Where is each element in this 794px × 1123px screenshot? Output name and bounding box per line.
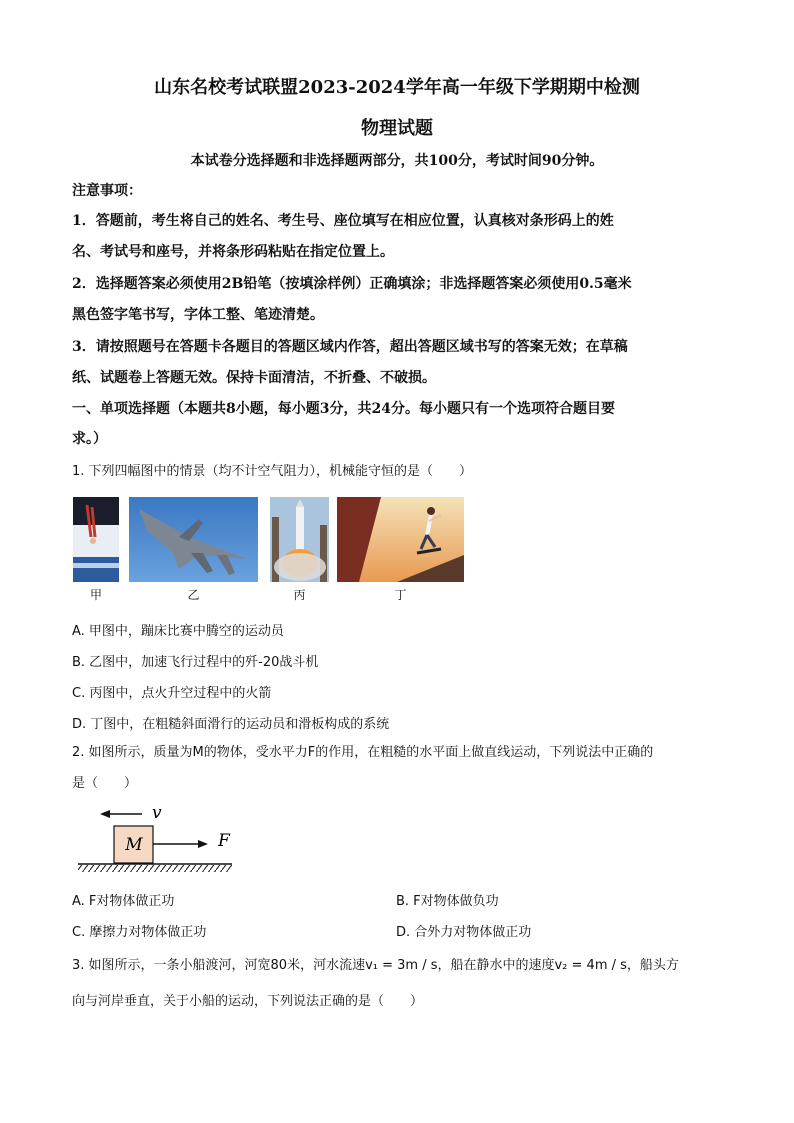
- q1-option-c: C. 丙图中，点火升空过程中的火箭: [72, 686, 272, 701]
- block-force-diagram: [72, 798, 242, 878]
- rocket-launch-image: [270, 497, 329, 582]
- section-heading-line-1: 一、单项选择题（本题共8小题，每小题3分，共24分。每小题只有一个选项符合题目要: [72, 401, 615, 417]
- velocity-label: v: [152, 803, 162, 823]
- notice-item-1-line-1: 1．答题前，考生将自己的姓名、考生号、座位填写在相应位置，认真核对条形码上的姓: [72, 213, 614, 229]
- q1-option-a: A. 甲图中，蹦床比赛中腾空的运动员: [72, 624, 284, 639]
- q1-option-d: D. 丁图中，在粗糙斜面滑行的运动员和滑板构成的系统: [72, 717, 390, 732]
- q2-option-c: C. 摩擦力对物体做正功: [72, 925, 207, 940]
- q3-stem-line-1: 3. 如图所示，一条小船渡河，河宽80米，河水流速v₁ = 3m / s，船在静水中的速度v₂ = 4m / s，船头方: [72, 958, 679, 973]
- skateboarder-image: [337, 497, 464, 582]
- force-label: F: [218, 831, 230, 851]
- q2-option-d: D. 合外力对物体做正功: [396, 925, 532, 940]
- notice-item-1-line-2: 名、考试号和座号，并将条形码粘贴在指定位置上。: [72, 244, 394, 260]
- exam-subtitle: 物理试题: [361, 118, 433, 139]
- caption-ding: 丁: [394, 588, 407, 602]
- trampoline-athlete-image: [73, 497, 119, 582]
- block-mass-label: M: [125, 835, 143, 855]
- q1-stem: 1. 下列四幅图中的情景（均不计空气阻力），机械能守恒的是（ ）: [72, 464, 473, 479]
- section-heading-line-2: 求。）: [72, 431, 107, 447]
- notice-item-3-line-2: 纸、试题卷上答题无效。保持卡面清洁，不折叠、不破损。: [72, 370, 436, 386]
- q1-option-b: B. 乙图中，加速飞行过程中的歼-20战斗机: [72, 655, 319, 670]
- exam-title: 山东名校考试联盟2023-2024学年高一年级下学期期中检测: [154, 77, 640, 98]
- notice-item-3-line-1: 3．请按照题号在答题卡各题目的答题区域内作答，超出答题区域书写的答案无效；在草稿: [72, 339, 628, 355]
- q3-stem-line-2: 向与河岸垂直，关于小船的运动，下列说法正确的是（ ）: [72, 994, 424, 1009]
- q2-stem-line-1: 2. 如图所示，质量为M的物体，受水平力F的作用，在粗糙的水平面上做直线运动，下列说法中正确的: [72, 745, 654, 760]
- q2-option-b: B. F对物体做负功: [396, 894, 499, 909]
- caption-jia: 甲: [89, 588, 102, 602]
- fighter-jet-image: [129, 497, 258, 582]
- notice-item-2-line-2: 黑色签字笔书写，字体工整、笔迹清楚。: [72, 307, 324, 323]
- notice-heading: 注意事项：: [72, 183, 142, 199]
- q2-option-a: A. F对物体做正功: [72, 894, 175, 909]
- caption-bing: 丙: [293, 588, 306, 602]
- caption-yi: 乙: [187, 588, 200, 602]
- notice-item-2-line-1: 2．选择题答案必须使用2B铅笔（按填涂样例）正确填涂；非选择题答案必须使用0.5毫米: [72, 276, 632, 292]
- exam-intro: 本试卷分选择题和非选择题两部分，共100分，考试时间90分钟。: [190, 153, 604, 169]
- q2-stem-line-2: 是（ ）: [72, 776, 138, 791]
